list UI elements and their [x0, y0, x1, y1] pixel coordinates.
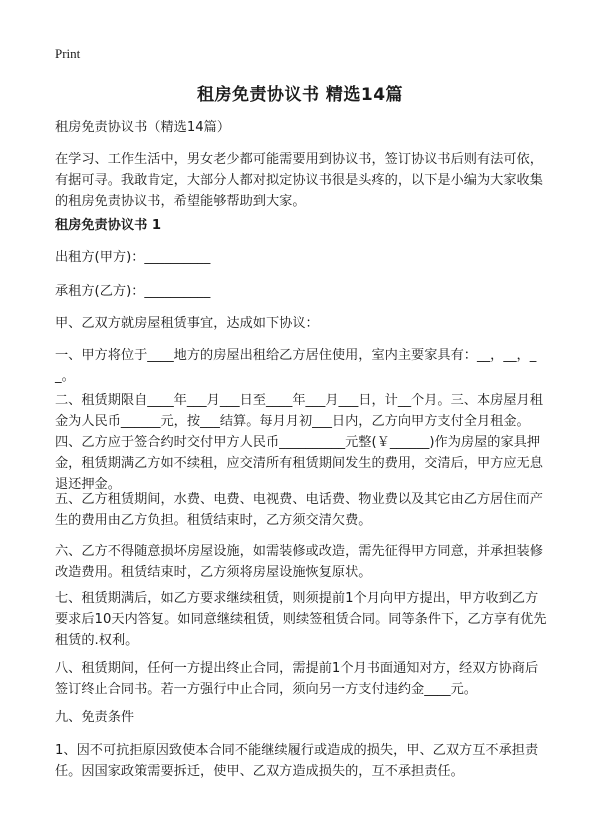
lessee-line: 承租方(乙方)：__________ — [55, 284, 211, 299]
clause-9-heading: 九、免责条件 — [55, 710, 135, 725]
lessor-line: 出租方(甲方)：__________ — [55, 250, 211, 265]
print-link[interactable]: Print — [55, 46, 81, 61]
clause-7: 七、租赁期满后，如乙方要求继续租赁，则须提前1个月向甲方提出，甲方收到乙方要求后10天内答复。如同意继续租赁，则续签租赁合同。同等条件下，乙方享有优先租赁的.权利。 — [55, 591, 547, 648]
clause-8: 八、租赁期间，任何一方提出终止合同，需提前1个月书面通知对方，经双方协商后签订终止合同书。若一方强行中止合同，须向另一方支付违约金____元。 — [55, 661, 539, 697]
clause-1: 一、甲方将位于____地方的房屋出租给乙方居住使用，室内主要家具有：__，__，__。 — [55, 348, 537, 384]
subtitle: 租房免责协议书（精选14篇） — [55, 120, 231, 135]
clause-2-4: 二、租赁期限自____年___月___日至____年___月___日，计__个月。三、本房屋月租金为人民币______元，按___结算。每月月初___日内，乙方向甲方支付全月租金。四、乙方应于签合约时交付甲方人民币__________元整(￥______)作为房屋的家具押金，租赁期满乙方如不续租，应交清所有租赁期间发生的费用，交清后，甲方应无息退还押金。 — [55, 393, 543, 492]
agreement-intro: 甲、乙双方就房屋租赁事宜，达成如下协议： — [55, 316, 319, 331]
clause-6: 六、乙方不得随意损坏房屋设施，如需装修或改造，需先征得甲方同意，并承担装修改造费用。租赁结束时，乙方须将房屋设施恢复原状。 — [55, 544, 543, 580]
section-heading: 租房免责协议书 1 — [55, 218, 162, 233]
page-title: 租房免责协议书 精选14篇 — [196, 85, 404, 105]
clause-9-1: 1、因不可抗拒原因致使本合同不能继续履行或造成的损失，甲、乙双方互不承担责任。因国家政策需要拆迁，使甲、乙双方造成损失的，互不承担责任。 — [55, 743, 539, 779]
intro-paragraph: 在学习、工作生活中，男女老少都可能需要用到协议书，签订协议书后则有法可依，有据可寻。我敢肯定，大部分人都对拟定协议书很是头疼的，以下是小编为大家收集的租房免责协议书，希望能够帮助到大家。 — [55, 152, 543, 209]
clause-5: 五、乙方租赁期间，水费、电费、电视费、电话费、物业费以及其它由乙方居住而产生的费用由乙方负担。租赁结束时，乙方须交清欠费。 — [55, 492, 543, 528]
